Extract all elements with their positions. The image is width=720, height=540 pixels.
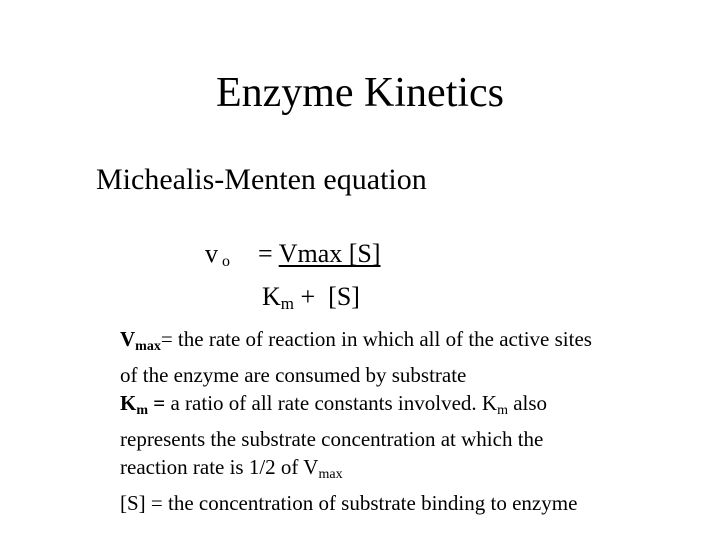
equation-denom-k-sub: m [280,294,295,313]
equation-lhs [205,240,230,271]
slide-title: Enzyme Kinetics [215,70,505,116]
km-definition-text-3: reaction rate is 1/2 of V [120,455,319,479]
slide-subtitle: Michealis-Menten equation [96,163,427,196]
definitions-block [120,325,710,517]
km-definition-text-1: a ratio of all rate constants involved. K [165,391,498,415]
definition-vmax-line-1 [120,325,710,361]
equation-lhs-v: v [205,239,218,268]
vmax-definition-text-1: = the rate of reaction in which all of the active sites [160,327,592,351]
equation-denom-k: K [262,282,281,311]
equation-equals: = [258,239,273,268]
definition-vmax-line-2: of the enzyme are consumed by substrate [120,363,467,387]
km-inline-sub: m [497,403,508,418]
km-vmax-sub: max [318,467,343,482]
km-equals: = [148,391,166,415]
equation-numerator: Vmax [S] [278,239,381,268]
vmax-symbol: V [120,327,136,351]
vmax-symbol-sub: max [135,339,161,354]
km-definition-text-1-end: also [507,391,548,415]
definition-km-line-2: represents the substrate concentration at which the [120,427,544,451]
definition-s-line: [S] = the concentration of substrate binding to enzyme [120,491,578,515]
definition-km-line-1 [120,389,710,425]
km-symbol-sub: m [136,403,149,418]
equation-lhs-sub: o [222,253,230,270]
equation-denom-rest: + [S] [294,282,360,311]
km-symbol: K [120,391,137,415]
equation-denominator [262,283,360,314]
equation-numerator-row [258,240,381,269]
definition-km-line-3 [120,453,710,489]
